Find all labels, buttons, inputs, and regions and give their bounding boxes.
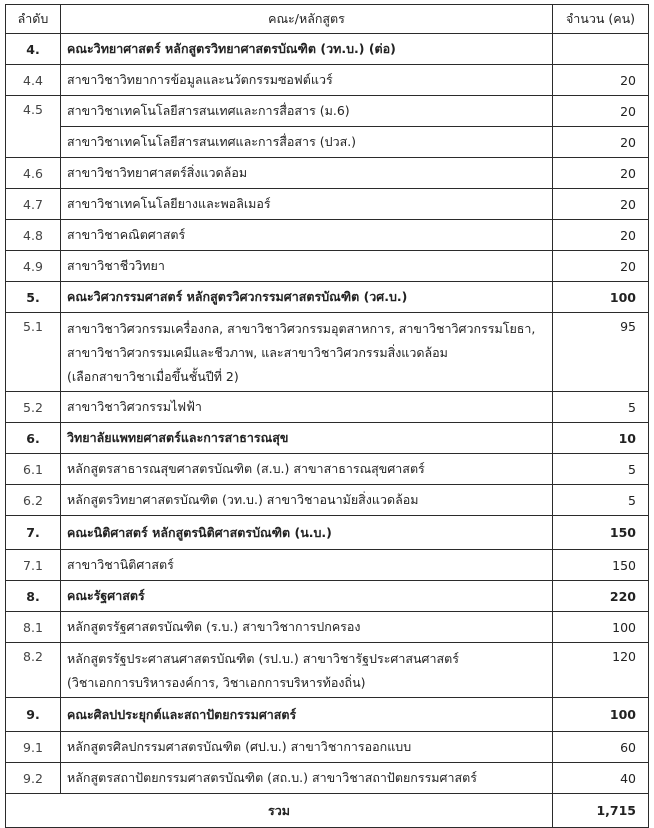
- program-line: สาขาวิชาวิศวกรรมเครื่องกล, สาขาวิชาวิศวกรรมอุตสาหการ, สาขาวิชาวิศวกรรมโยธา,: [67, 321, 536, 336]
- row-no: 5.2: [6, 392, 61, 423]
- program-row: [6, 251, 649, 282]
- program-row: [6, 612, 649, 643]
- row-no: 7.: [6, 516, 61, 550]
- row-count: 20: [553, 158, 649, 189]
- program-row: [6, 158, 649, 189]
- row-no: 4.8: [6, 220, 61, 251]
- row-no: 6.2: [6, 485, 61, 516]
- row-program: สาขาวิชาเทคโนโลยีสารสนเทศและการสื่อสาร (ปวส.): [61, 127, 553, 158]
- program-row: [6, 732, 649, 763]
- total-row: [6, 794, 649, 828]
- row-no: 8.2: [6, 643, 61, 698]
- program-row: [6, 127, 649, 158]
- row-count: 220: [553, 581, 649, 612]
- admission-quota-table: [5, 4, 649, 828]
- program-row: [6, 313, 649, 392]
- row-program: คณะศิลปประยุกต์และสถาปัตยกรรมศาสตร์: [61, 698, 553, 732]
- row-count: 100: [553, 612, 649, 643]
- row-no: 4.9: [6, 251, 61, 282]
- row-count: 20: [553, 127, 649, 158]
- program-row: [6, 643, 649, 698]
- total-label: รวม: [6, 794, 553, 828]
- row-count: 20: [553, 65, 649, 96]
- row-no: 6.: [6, 423, 61, 454]
- program-line: (เลือกสาขาวิชาเมื่อขึ้นชั้นปีที่ 2): [67, 369, 239, 384]
- program-row: [6, 65, 649, 96]
- row-count: 100: [553, 698, 649, 732]
- row-program: หลักสูตรวิทยาศาสตรบัณฑิต (วท.บ.) สาขาวิชาอนามัยสิ่งแวดล้อม: [61, 485, 553, 516]
- row-count: 60: [553, 732, 649, 763]
- row-program: สาขาวิชาคณิตศาสตร์: [61, 220, 553, 251]
- program-row: [6, 220, 649, 251]
- header-program: คณะ/หลักสูตร: [61, 5, 553, 34]
- row-program: [61, 643, 553, 698]
- row-count: [553, 34, 649, 65]
- row-program: สาขาวิชาวิศวกรรมไฟฟ้า: [61, 392, 553, 423]
- row-count: 20: [553, 220, 649, 251]
- faculty-row: [6, 581, 649, 612]
- row-count: 150: [553, 550, 649, 581]
- row-program: สาขาวิชานิติศาสตร์: [61, 550, 553, 581]
- row-no: 4.4: [6, 65, 61, 96]
- row-program: วิทยาลัยแพทยศาสตร์และการสาธารณสุข: [61, 423, 553, 454]
- row-count: 40: [553, 763, 649, 794]
- program-row: [6, 96, 649, 127]
- row-no: 4.5: [6, 96, 61, 158]
- program-row: [6, 763, 649, 794]
- row-count: 5: [553, 392, 649, 423]
- table-header-row: [6, 5, 649, 34]
- program-line: หลักสูตรรัฐประศาสนศาสตรบัณฑิต (รป.บ.) สาขาวิชารัฐประศาสนศาสตร์: [67, 651, 459, 666]
- row-program: สาขาวิชาวิทยาศาสตร์สิ่งแวดล้อม: [61, 158, 553, 189]
- row-program: สาขาวิชาเทคโนโลยีสารสนเทศและการสื่อสาร (ม.6): [61, 96, 553, 127]
- row-no: 5.1: [6, 313, 61, 392]
- program-row: [6, 392, 649, 423]
- row-program: คณะนิติศาสตร์ หลักสูตรนิติศาสตรบัณฑิต (น.บ.): [61, 516, 553, 550]
- row-count: 20: [553, 251, 649, 282]
- row-count: 100: [553, 282, 649, 313]
- row-program: หลักสูตรศิลปกรรมศาสตรบัณฑิต (ศป.บ.) สาขาวิชาการออกแบบ: [61, 732, 553, 763]
- row-program: หลักสูตรสาธารณสุขศาสตรบัณฑิต (ส.บ.) สาขาสาธารณสุขศาสตร์: [61, 454, 553, 485]
- row-program: คณะวิศวกรรมศาสตร์ หลักสูตรวิศวกรรมศาสตรบัณฑิต (วศ.บ.): [61, 282, 553, 313]
- row-program: หลักสูตรสถาปัตยกรรมศาสตรบัณฑิต (สถ.บ.) สาขาวิชาสถาปัตยกรรมศาสตร์: [61, 763, 553, 794]
- program-row: [6, 485, 649, 516]
- row-program: สาขาวิชาเทคโนโลยียางและพอลิเมอร์: [61, 189, 553, 220]
- row-no: 6.1: [6, 454, 61, 485]
- header-no: ลำดับ: [6, 5, 61, 34]
- faculty-row: [6, 282, 649, 313]
- row-no: 8.1: [6, 612, 61, 643]
- row-program: สาขาวิชาชีววิทยา: [61, 251, 553, 282]
- row-program: สาขาวิชาวิทยาการข้อมูลและนวัตกรรมซอฟต์แวร์: [61, 65, 553, 96]
- program-line: (วิชาเอกการบริหารองค์การ, วิชาเอกการบริหารท้องถิ่น): [67, 675, 366, 690]
- row-count: 20: [553, 189, 649, 220]
- header-count: จำนวน (คน): [553, 5, 649, 34]
- faculty-row: [6, 698, 649, 732]
- program-row: [6, 454, 649, 485]
- row-no: 9.2: [6, 763, 61, 794]
- row-program: คณะรัฐศาสตร์: [61, 581, 553, 612]
- row-count: 5: [553, 454, 649, 485]
- row-count: 10: [553, 423, 649, 454]
- row-count: 20: [553, 96, 649, 127]
- row-program: คณะวิทยาศาสตร์ หลักสูตรวิทยาศาสตรบัณฑิต (วท.บ.) (ต่อ): [61, 34, 553, 65]
- faculty-row: [6, 34, 649, 65]
- program-row: [6, 189, 649, 220]
- row-count: 95: [553, 313, 649, 392]
- row-no: 5.: [6, 282, 61, 313]
- row-no: 4.7: [6, 189, 61, 220]
- row-no: 9.1: [6, 732, 61, 763]
- row-no: 8.: [6, 581, 61, 612]
- program-line: สาขาวิชาวิศวกรรมเคมีและชีวภาพ, และสาขาวิชาวิศวกรรมสิ่งแวดล้อม: [67, 345, 448, 360]
- faculty-row: [6, 516, 649, 550]
- faculty-row: [6, 423, 649, 454]
- row-count: 5: [553, 485, 649, 516]
- total-count: 1,715: [553, 794, 649, 828]
- program-row: [6, 550, 649, 581]
- row-no: 4.6: [6, 158, 61, 189]
- row-no: 7.1: [6, 550, 61, 581]
- row-no: 9.: [6, 698, 61, 732]
- row-program: หลักสูตรรัฐศาสตรบัณฑิต (ร.บ.) สาขาวิชาการปกครอง: [61, 612, 553, 643]
- row-count: 120: [553, 643, 649, 698]
- row-no: 4.: [6, 34, 61, 65]
- row-count: 150: [553, 516, 649, 550]
- row-program: [61, 313, 553, 392]
